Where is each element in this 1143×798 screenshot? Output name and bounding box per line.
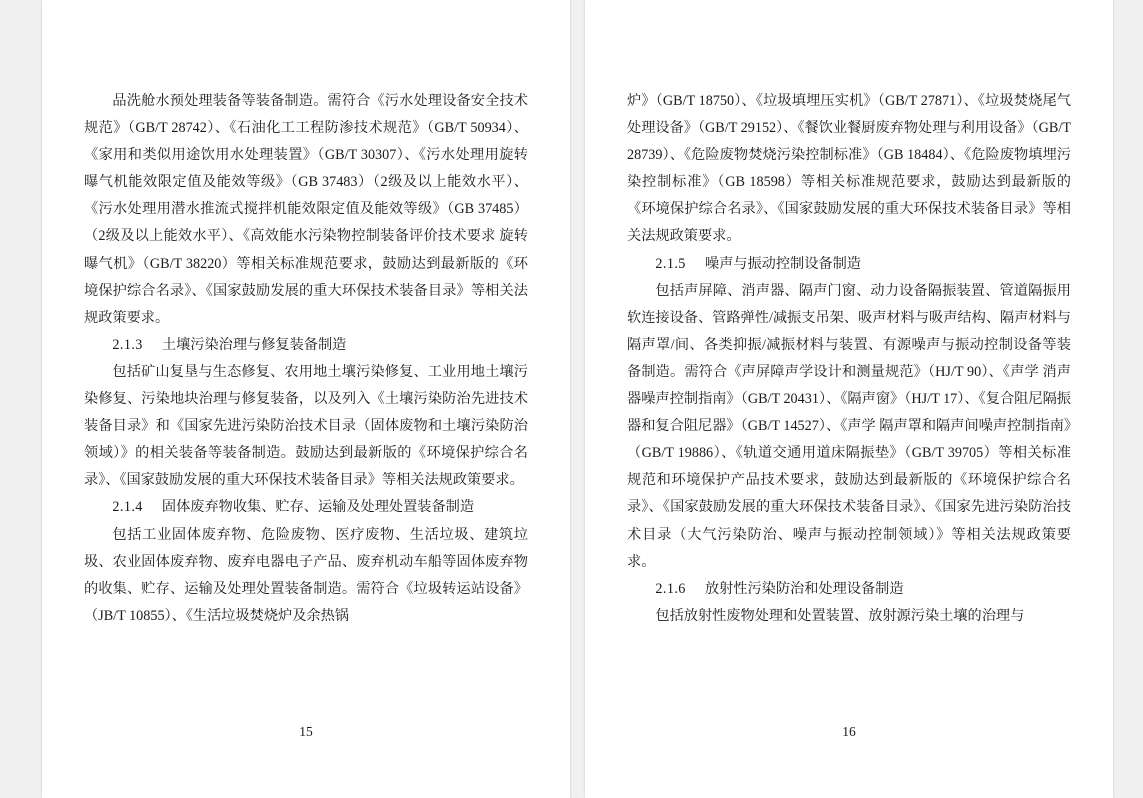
section-number: 2.1.4 bbox=[112, 499, 143, 516]
section-heading bbox=[627, 576, 1071, 603]
paragraph-continuation: 炉》（GB/T 18750）、《垃圾填埋压实机》（GB/T 27871）、《垃圾焚烧尾气处理设备》（GB/T 29152）、《餐饮业餐厨废弃物处理与利用设备》（GB/T 28739）、《危险废物焚烧污染控制标准》（GB 18484）、《危险废物填埋污染控制标准》（GB 18598）等相关标准规范要求，鼓励达到最新版的《环境保护综合名录》、《国家鼓励发展的重大环保技术装备目录》等相关法规政策要求。 bbox=[627, 93, 1071, 245]
paragraph: 品洗舱水预处理装备等装备制造。需符合《污水处理设备安全技术规范》（GB/T 28742）、《石油化工工程防渗技术规范》（GB/T 50934）、《家用和类似用途饮用水处理装置》（GB/T 30307）、《污水处理用旋转曝气机能效限定值及能效等级》（GB 37483）（2级及以上能效水平）、《污水处理用潜水推流式搅拌机能效限定值及能效等级》（GB 37485）（2级及以上能效水平）、《高效能水污染物控制装备评价技术要求 旋转曝气机》（GB/T 38220）等相关标准规范要求，鼓励达到最新版的《环境保护综合名录》、《国家鼓励发展的重大环保技术装备目录》等相关法规政策要求。 bbox=[84, 93, 528, 326]
section-heading bbox=[627, 251, 1071, 278]
paragraph: 包括放射性废物处理和处置装置、放射源污染土壤的治理与 bbox=[655, 607, 1025, 624]
document-page-15 bbox=[42, 0, 570, 798]
paragraph: 包括矿山复垦与生态修复、农用地土壤污染修复、工业用地土壤污染修复、污染地块治理与修复装备，以及列入《土壤污染防治先进技术装备目录》和《国家先进污染防治技术目录（固体废物和土壤污染防治领域）》的相关装备等装备制造。鼓励达到最新版的《环境保护综合名录》、《国家鼓励发展的重大环保技术装备目录》等相关法规政策要求。 bbox=[84, 363, 528, 489]
section-title: 放射性污染防治和处理设备制造 bbox=[704, 580, 904, 597]
section-number: 2.1.6 bbox=[655, 580, 686, 597]
document-page-16 bbox=[585, 0, 1113, 798]
section-title: 土壤污染治理与修复装备制造 bbox=[161, 336, 347, 353]
page-number: 16 bbox=[842, 724, 856, 739]
paragraph: 包括工业固体废弃物、危险废物、医疗废物、生活垃圾、建筑垃圾、农业固体废弃物、废弃电器电子产品、废弃机动车船等固体废弃物的收集、贮存、运输及处理处置装备制造。需符合《垃圾转运站设备》（JB/T 10855）、《生活垃圾焚烧炉及余热锅 bbox=[84, 526, 528, 624]
section-heading bbox=[84, 332, 528, 359]
page-content bbox=[84, 88, 528, 630]
section-number: 2.1.3 bbox=[112, 336, 143, 353]
page-content bbox=[627, 88, 1071, 630]
section-title: 噪声与振动控制设备制造 bbox=[704, 255, 861, 272]
section-heading bbox=[84, 494, 528, 521]
section-title: 固体废弃物收集、贮存、运输及处理处置装备制造 bbox=[161, 499, 475, 516]
page-number: 15 bbox=[299, 724, 313, 739]
section-number: 2.1.5 bbox=[655, 255, 686, 272]
paragraph: 包括声屏障、消声器、隔声门窗、动力设备隔振装置、管道隔振用软连接设备、管路弹性/减振支吊架、吸声材料与吸声结构、隔声材料与隔声罩/间、各类抑振/减振材料与装置、有源噪声与振动控制设备等装备制造。需符合《声屏障声学设计和测量规范》（HJ/T 90）、《声学 消声器噪声控制指南》（GB/T 20431）、《隔声窗》（HJ/T 17）、《复合阻尼隔振器和复合阻尼器》（GB/T 14527）、《声学 隔声罩和隔声间噪声控制指南》（GB/T 19886）、《轨道交通用道床隔振垫》（GB/T 39705）等相关标准规范和环境保护产品技术要求，鼓励达到最新版的《环境保护综合名录》、《国家鼓励发展的重大环保技术装备目录》、《国家先进污染防治技术目录（大气污染防治、噪声与振动控制领域）》等相关法规政策要求。 bbox=[627, 282, 1071, 570]
